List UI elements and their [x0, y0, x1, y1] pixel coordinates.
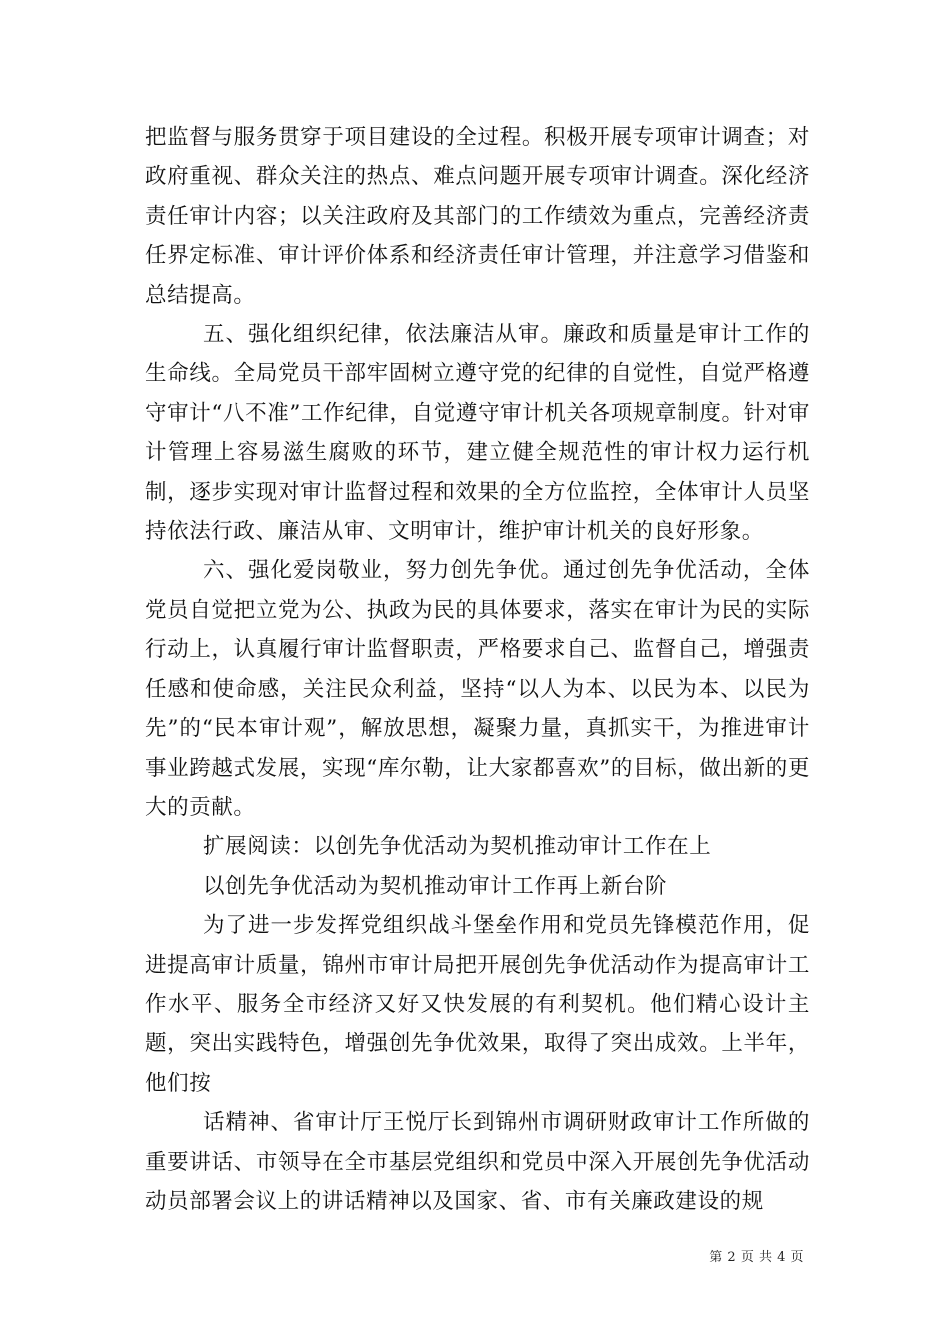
paragraph-1: 把监督与服务贯穿于项目建设的全过程。积极开展专项审计调查；对政府重视、群众关注的热点、难点问题开展专项审计调查。深化经济责任审计内容；以关注政府及其部门的工作绩效为重点，完善经济责任界定标准、审计评价体系和经济责任审计管理，并注意学习借鉴和总结提高。 — [145, 125, 810, 308]
page-number-footer: 第 2 页 共 4 页 — [709, 1250, 804, 1265]
paragraph-7: 话精神、省审计厅王悦厅长到锦州市调研财政审计工作所做的重要讲话、市领导在全市基层党组织和党员中深入开展创先争优活动动员部署会议上的讲话精神以及国家、省、市有关廉政建设的规 — [145, 1110, 810, 1214]
paragraph-6: 为了进一步发挥党组织战斗堡垒作用和党员先锋模范作用，促进提高审计质量，锦州市审计局把开展创先争优活动作为提高审计工作水平、服务全市经济又好又快发展的有利契机。他们精心设计主题，突出实践特色，增强创先争优效果，取得了突出成效。上半年，他们按 — [145, 913, 810, 1096]
paragraph-2: 五、强化组织纪律，依法廉洁从审。廉政和质量是审计工作的生命线。全局党员干部牢固树立遵守党的纪律的自觉性，自觉严格遵守审计“八不准”工作纪律，自觉遵守审计机关各项规章制度。针对审计管理上容易滋生腐败的环节，建立健全规范性的审计权力运行机制，逐步实现对审计监督过程和效果的全方位监控，全体审计人员坚持依法行政、廉洁从审、文明审计，维护审计机关的良好形象。 — [145, 322, 810, 545]
extended-reading-line: 扩展阅读：以创先争优活动为契机推动审计工作在上 — [203, 834, 712, 860]
paragraph-3: 六、强化爱岗敬业，努力创先争优。通过创先争优活动，全体党员自觉把立党为公、执政为民的具体要求，落实在审计为民的实际行动上，认真履行审计监督职责，严格要求自己、监督自己，增强责任感和使命感，关注民众利益，坚持“以人为本、以民为本、以民为先”的“民本审计观”，解放思想，凝聚力量，真抓实干，为推进审计事业跨越式发展，实现“库尔勒，让大家都喜欢”的目标，做出新的更大的贡献。 — [145, 558, 810, 820]
document-body — [145, 118, 810, 1221]
article-title: 以创先争优活动为契机推动审计工作再上新台阶 — [203, 873, 668, 899]
